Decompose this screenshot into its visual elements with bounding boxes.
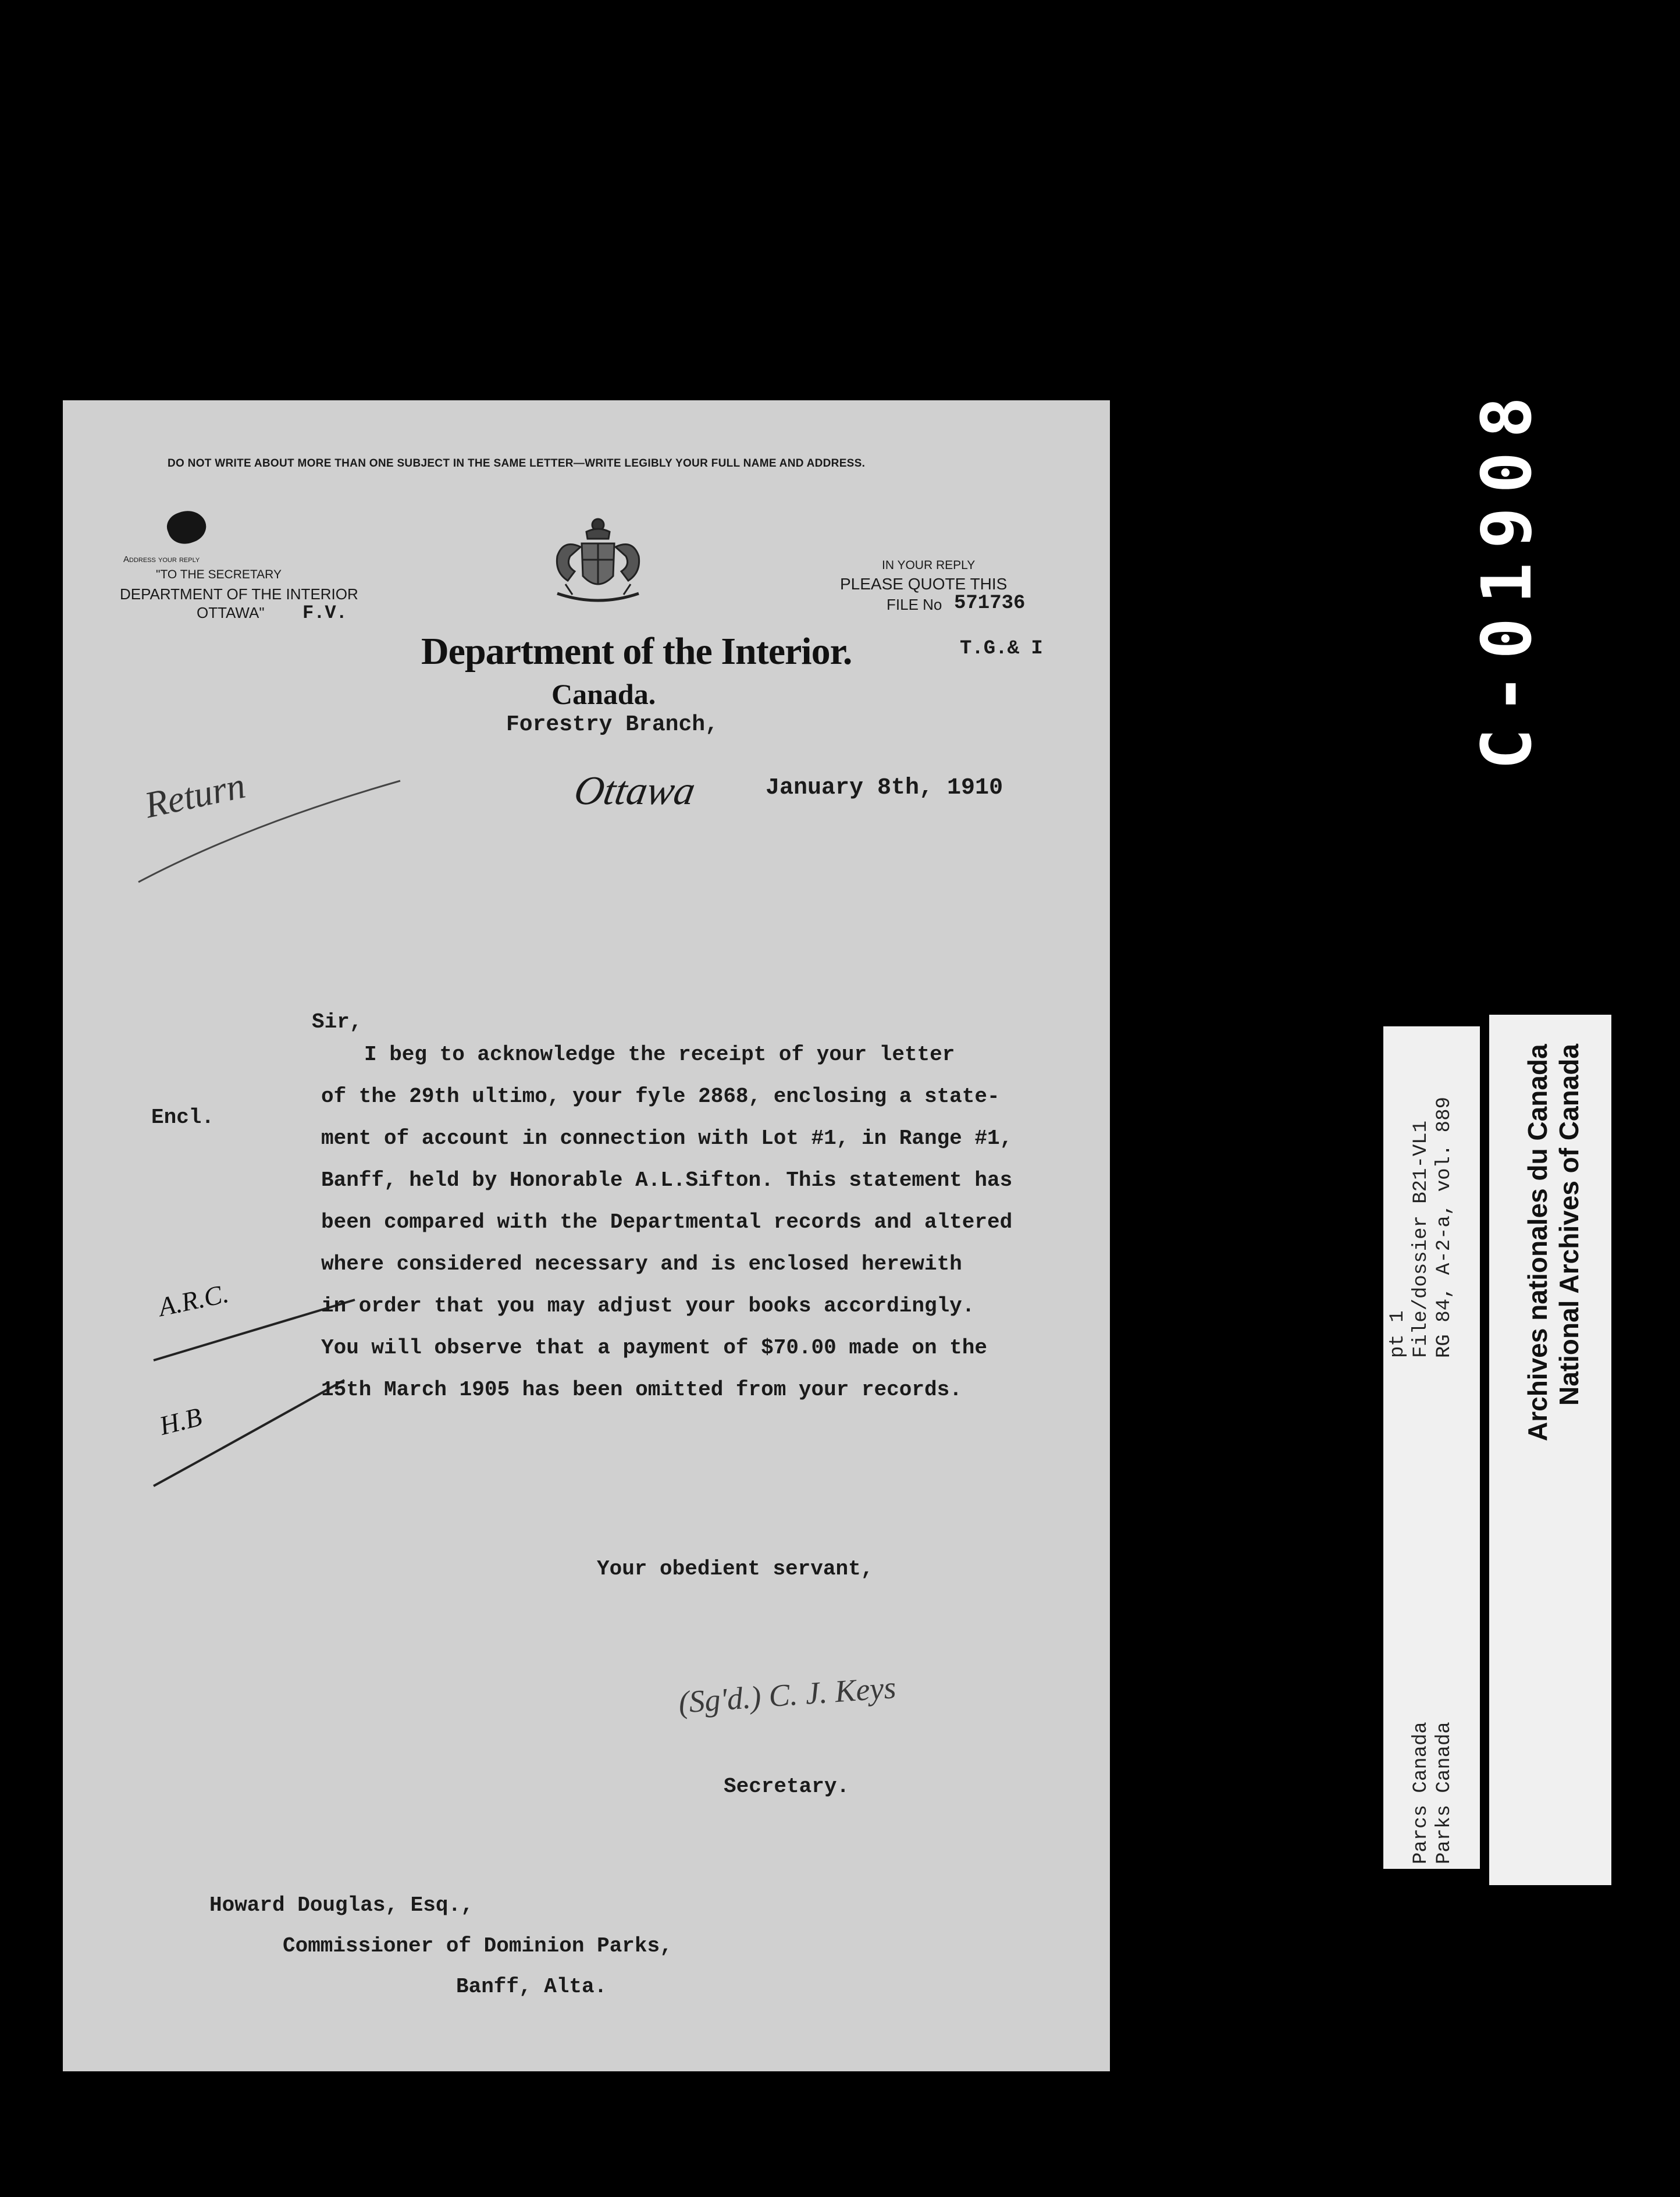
reel-number: C-01908 bbox=[1467, 382, 1547, 770]
address-reply-line1: Address your reply bbox=[123, 554, 200, 564]
ink-blot bbox=[163, 505, 210, 549]
closing: Your obedient servant, bbox=[597, 1557, 874, 1581]
recipient-name: Howard Douglas, Esq., bbox=[209, 1893, 474, 1917]
letter-place: Ottawa bbox=[571, 769, 699, 813]
national-archives-label bbox=[1489, 1015, 1611, 1885]
body-line-7: in order that you may adjust your books accordingly. bbox=[321, 1294, 975, 1318]
body-line-8: You will observe that a payment of $70.00 made on the bbox=[321, 1336, 987, 1360]
margin-note-initials-2: H.B bbox=[156, 1401, 205, 1441]
signer-title: Secretary. bbox=[724, 1775, 850, 1798]
body-line-9: 15th March 1905 has been omitted from your records. bbox=[321, 1378, 962, 1402]
salutation: Sir, bbox=[312, 1010, 362, 1034]
label-file: File/dossier B21-VL1 bbox=[1410, 1120, 1432, 1358]
department-country: Canada. bbox=[551, 678, 656, 710]
department-branch: Forestry Branch, bbox=[506, 712, 718, 737]
letter-date: January 8th, 1910 bbox=[766, 775, 1003, 801]
body-line-6: where considered necessary and is enclosed herewith bbox=[321, 1252, 962, 1276]
label-part: pt 1 bbox=[1387, 1310, 1409, 1358]
coat-of-arms-emblem bbox=[540, 516, 656, 612]
archive-reference-label bbox=[1383, 1026, 1480, 1869]
margin-note-return: Return bbox=[141, 764, 249, 826]
body-line-5: been compared with the Departmental records and altered bbox=[321, 1210, 1013, 1234]
label-org-en: Parks Canada bbox=[1433, 1722, 1455, 1864]
margin-note-underline bbox=[133, 777, 406, 888]
recipient-title: Commissioner of Dominion Parks, bbox=[283, 1934, 672, 1958]
margin-initials-2-stroke bbox=[150, 1375, 348, 1492]
label-reference: RG 84, A-2-a, vol. 889 bbox=[1433, 1097, 1455, 1358]
top-notice: DO NOT WRITE ABOUT MORE THAN ONE SUBJECT IN THE SAME LETTER—WRITE LEGIBLY YOUR FULL NAME AND ADDRESS. bbox=[168, 457, 866, 470]
address-reply-line2: "TO THE SECRETARY bbox=[156, 568, 282, 581]
quote-line2: PLEASE QUOTE THIS bbox=[840, 575, 1008, 593]
address-reply-line3: DEPARTMENT OF THE INTERIOR bbox=[120, 585, 358, 603]
label-org-fr: Parcs Canada bbox=[1410, 1722, 1432, 1864]
margin-note-initials-1: A.R.C. bbox=[156, 1278, 232, 1323]
department-name: Department of the Interior. bbox=[421, 630, 852, 673]
address-reply-initials: F.V. bbox=[302, 602, 347, 624]
label-archives-fr: Archives nationales du Canada bbox=[1522, 1044, 1553, 1441]
quote-line3-prefix: FILE No bbox=[887, 596, 942, 613]
body-line-1: I beg to acknowledge the receipt of your letter bbox=[364, 1043, 955, 1066]
signature: (Sg'd.) C. J. Keys bbox=[677, 1670, 898, 1720]
letter-page bbox=[63, 400, 1110, 2071]
quote-line1: IN YOUR REPLY bbox=[882, 559, 976, 572]
quote-file-number: 571736 bbox=[954, 592, 1026, 614]
address-reply-line4: OTTAWA" bbox=[197, 604, 265, 621]
margin-note-encl: Encl. bbox=[151, 1105, 215, 1129]
recipient-place: Banff, Alta. bbox=[456, 1975, 607, 1999]
body-line-3: ment of account in connection with Lot #1, in Range #1, bbox=[321, 1126, 1013, 1150]
body-line-2: of the 29th ultimo, your fyle 2868, enclosing a state- bbox=[321, 1085, 1000, 1108]
quote-code: T.G.& I bbox=[960, 638, 1043, 660]
body-line-4: Banff, held by Honorable A.L.Sifton. This statement has bbox=[321, 1168, 1013, 1192]
label-archives-en: National Archives of Canada bbox=[1554, 1044, 1584, 1406]
